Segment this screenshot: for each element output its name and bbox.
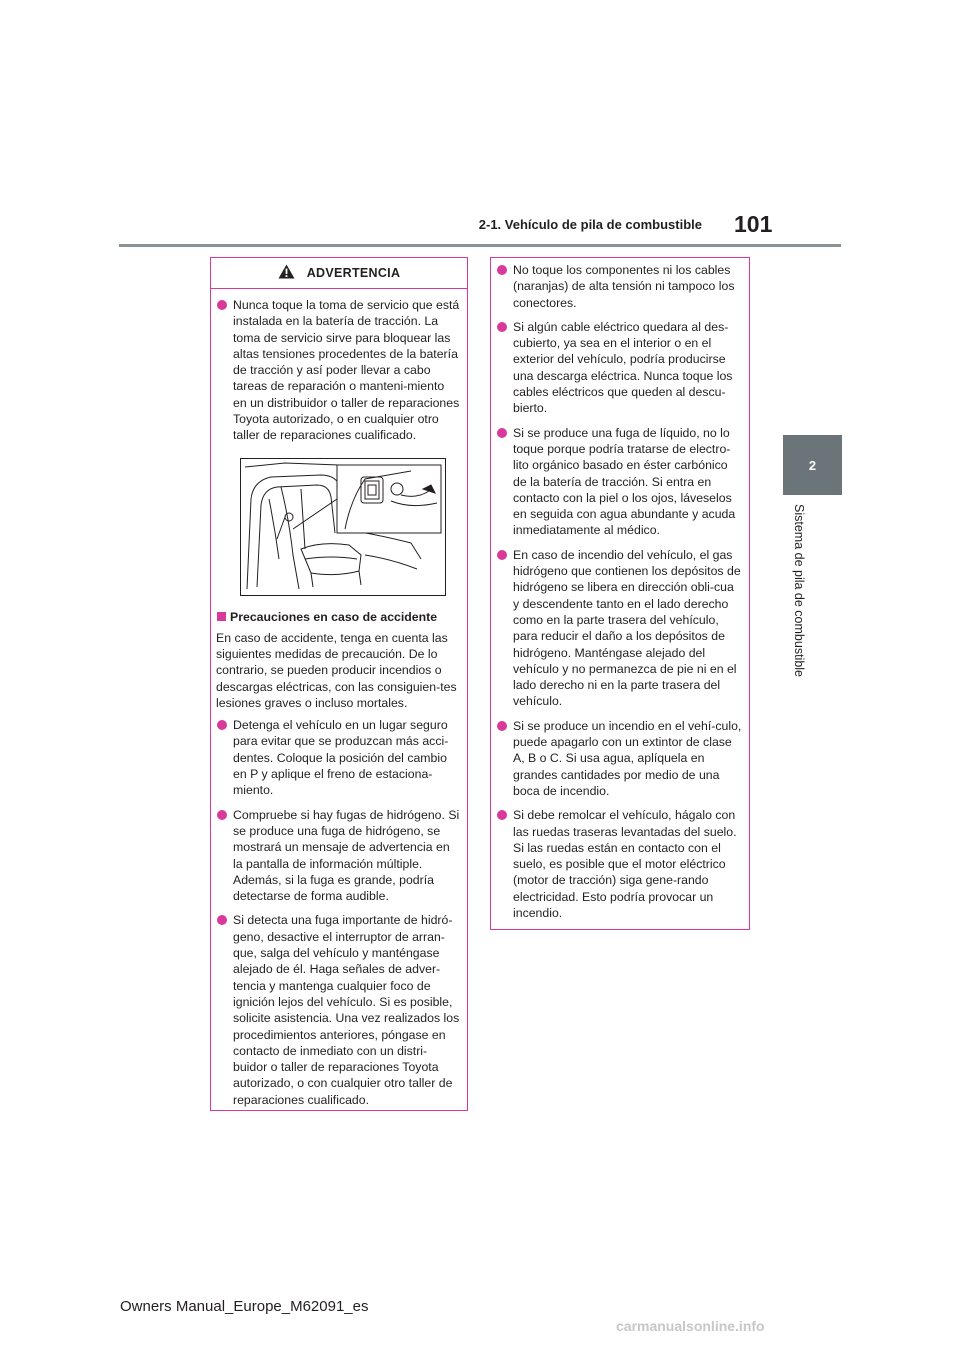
- bullet-dot-icon: [217, 810, 227, 820]
- bullet-dot-icon: [497, 810, 507, 820]
- section-square-icon: [217, 612, 226, 621]
- bullet-dot-icon: [497, 265, 507, 275]
- warning-triangle-icon: [278, 264, 295, 282]
- footer-watermark: carmanualsonline.info: [616, 1318, 765, 1334]
- bullet-dot-icon: [497, 721, 507, 731]
- warning-bullet: Compruebe si hay fugas de hidrógeno. Si se produce una fuga de hidrógeno, se mostrará un mensaje de advertencia en la pantalla de información múltiple. Además, si la fuga es grande, podría detectarse de forma audible.: [216, 807, 461, 905]
- bullet-dot-icon: [497, 550, 507, 560]
- service-plug-illustration: [240, 458, 446, 596]
- bullet-dot-icon: [497, 428, 507, 438]
- warning-heading: ADVERTENCIA: [306, 266, 401, 280]
- warning-header: [211, 258, 467, 289]
- bullet-dot-icon: [217, 720, 227, 730]
- warning-bullet: Si se produce una fuga de líquido, no lo toque porque podría tratarse de electro-lito orgánico basado en éster carbónico de la batería de tracción. Si entra en contacto con la piel o los ojos, láveselos en seguida con agua abundante y acuda inmediatamente al médico.: [496, 425, 743, 539]
- bullet-dot-icon: [217, 300, 227, 310]
- page-number: 101: [734, 211, 773, 237]
- bullet-dot-icon: [497, 322, 507, 332]
- footer-document-name: Owners Manual_Europe_M62091_es: [120, 1298, 369, 1315]
- bullet-dot-icon: [217, 915, 227, 925]
- warning-bullet: Detenga el vehículo en un lugar seguro para evitar que se produzcan más acci-dentes. Coloque la posición del cambio en P y aplique el freno de estaciona-miento.: [216, 717, 461, 798]
- warning-continuation-box: [490, 257, 750, 930]
- accident-intro-paragraph: En caso de accidente, tenga en cuenta las siguientes medidas de precaución. De lo contrario, se pueden producir incendios o descargas eléctricas, con las consiguien-tes lesiones graves o incluso mortales.: [216, 630, 457, 710]
- header-divider: [119, 244, 841, 247]
- warning-bullet: Si detecta una fuga importante de hidró-geno, desactive el interruptor de arran-que, salga del vehículo y manténgase alejado de él. Haga señales de adver-tencia y mantenga cualquier foco de ignición lejos del vehículo. Si es posible, solicite asistencia. Una vez realizados los procedimientos anteriores, póngase en contacto de inmediato con un distri-buidor o taller de reparaciones Toyota autorizado, o con cualquier otro taller de reparaciones cualificado.: [216, 912, 461, 1108]
- chapter-number: 2: [808, 457, 817, 473]
- warning-bullet: En caso de incendio del vehículo, el gas hidrógeno que contienen los depósitos de hidrógeno se libera en dirección obli-cua y descendente tanto en el lado derecho como en la parte trasera del vehículo, para reducir el daño a los depósitos de hidrógeno. Manténgase alejado del vehículo y no permanezca de pie ni en el lado derecho ni en la parte trasera del vehículo.: [496, 547, 743, 710]
- accident-precautions-heading: Precauciones en caso de accidente: [216, 609, 461, 625]
- chapter-tab: [783, 435, 842, 495]
- chapter-title: Sistema de pila de combustible: [792, 504, 806, 678]
- warning-bullet: Si debe remolcar el vehículo, hágalo con las ruedas traseras levantadas del suelo. Si las ruedas están en contacto con el suelo, es posible que el motor eléctrico (motor de tracción) siga gene-rando electricidad. Esto podría provocar un incendio.: [496, 807, 743, 921]
- warning-bullet-service-plug: Nunca toque la toma de servicio que está instalada en la batería de tracción. La toma de servicio sirve para bloquear las altas tensiones procedentes de la batería de tracción y así poder llevar a cabo tareas de reparación o manteni-miento en un distribuidor o taller de reparaciones Toyota autorizado, o en cualquier otro taller de reparaciones cualificado.: [216, 297, 461, 444]
- warning-bullet: Si se produce un incendio en el vehí-culo, puede apagarlo con un extintor de clase A, B o C. Si usa agua, aplíquela en grandes cantidades por medio de una boca de incendio.: [496, 718, 743, 799]
- warning-bullet: Si algún cable eléctrico quedara al des-cubierto, ya sea en el interior o en el exterior del vehículo, podría producirse una descarga eléctrica. Nunca toque los cables eléctricos que queden al descu-bierto.: [496, 319, 743, 417]
- warning-bullet: No toque los componentes ni los cables (naranjas) de alta tensión ni tampoco los conectores.: [496, 262, 743, 311]
- warning-box: [210, 257, 468, 1111]
- section-title: 2-1. Vehículo de pila de combustible: [478, 217, 702, 232]
